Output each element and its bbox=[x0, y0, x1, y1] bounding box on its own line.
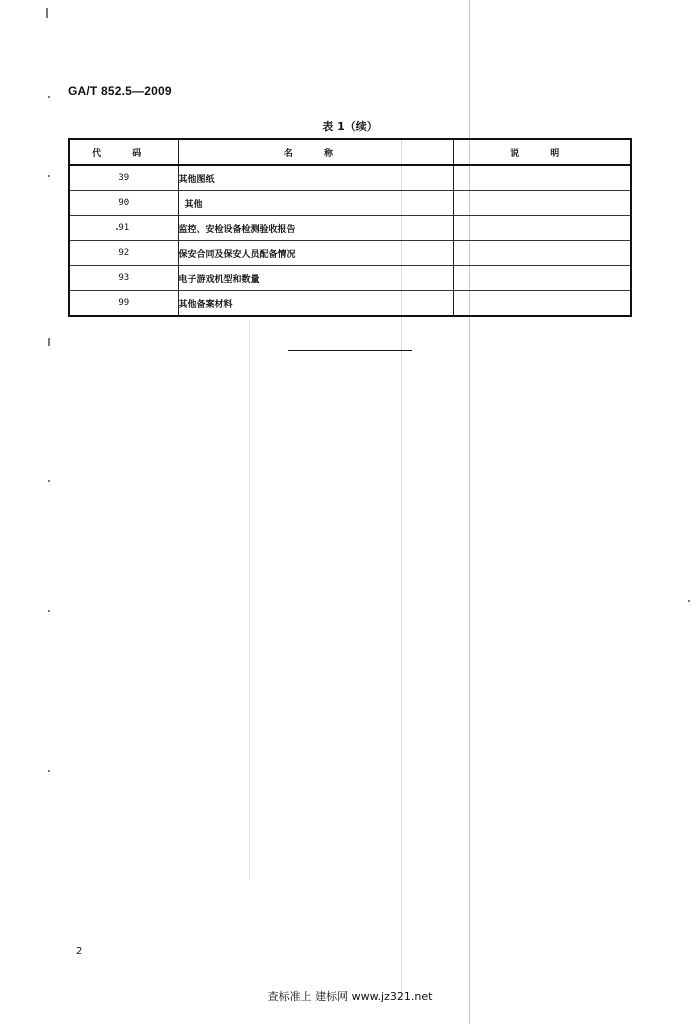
scan-speck bbox=[48, 96, 50, 98]
note-cell bbox=[453, 165, 631, 191]
footer-watermark-text: 查标准上 建标网 www.jz321.net bbox=[267, 990, 433, 1003]
scan-speck bbox=[48, 480, 50, 482]
name-cell: 其他图纸 bbox=[178, 165, 453, 191]
column-header-name: 名 称 bbox=[178, 139, 453, 165]
scan-speck bbox=[688, 600, 690, 602]
note-cell bbox=[453, 216, 631, 241]
scan-speck bbox=[48, 770, 50, 772]
name-cell: 其他 bbox=[178, 191, 453, 216]
scan-speck bbox=[48, 610, 50, 612]
scan-speck bbox=[48, 338, 50, 346]
code-table bbox=[68, 138, 632, 317]
table-row bbox=[69, 191, 631, 216]
note-cell bbox=[453, 241, 631, 266]
scan-artifact-line bbox=[249, 320, 250, 880]
end-of-standard-rule bbox=[288, 350, 412, 351]
name-cell: 监控、安检设备检测验收报告 bbox=[178, 216, 453, 241]
column-header-code: 代 码 bbox=[69, 139, 178, 165]
table-caption-text: 表 1（续） bbox=[322, 120, 378, 133]
footer-watermark bbox=[0, 988, 700, 1004]
code-cell: 90 bbox=[69, 191, 178, 216]
note-cell bbox=[453, 291, 631, 317]
note-cell bbox=[453, 191, 631, 216]
table-row bbox=[69, 165, 631, 191]
name-cell: 电子游戏机型和数量 bbox=[178, 266, 453, 291]
code-cell: 91 bbox=[69, 216, 178, 241]
name-cell: 保安合同及保安人员配备情况 bbox=[178, 241, 453, 266]
code-cell: 99 bbox=[69, 291, 178, 317]
code-cell: 92 bbox=[69, 241, 178, 266]
name-cell: 其他备案材料 bbox=[178, 291, 453, 317]
scan-speck bbox=[46, 8, 48, 18]
code-cell: 39 bbox=[69, 165, 178, 191]
note-cell bbox=[453, 266, 631, 291]
scan-speck bbox=[48, 175, 50, 177]
table-row bbox=[69, 291, 631, 317]
table-row bbox=[69, 241, 631, 266]
code-cell: 93 bbox=[69, 266, 178, 291]
table-caption bbox=[0, 118, 700, 134]
table-row bbox=[69, 266, 631, 291]
table-row bbox=[69, 216, 631, 241]
document-number: GA/T 852.5—2009 bbox=[68, 84, 172, 98]
column-header-note: 说 明 bbox=[453, 139, 631, 165]
table-header-row bbox=[69, 139, 631, 165]
page-number: 2 bbox=[76, 946, 83, 957]
